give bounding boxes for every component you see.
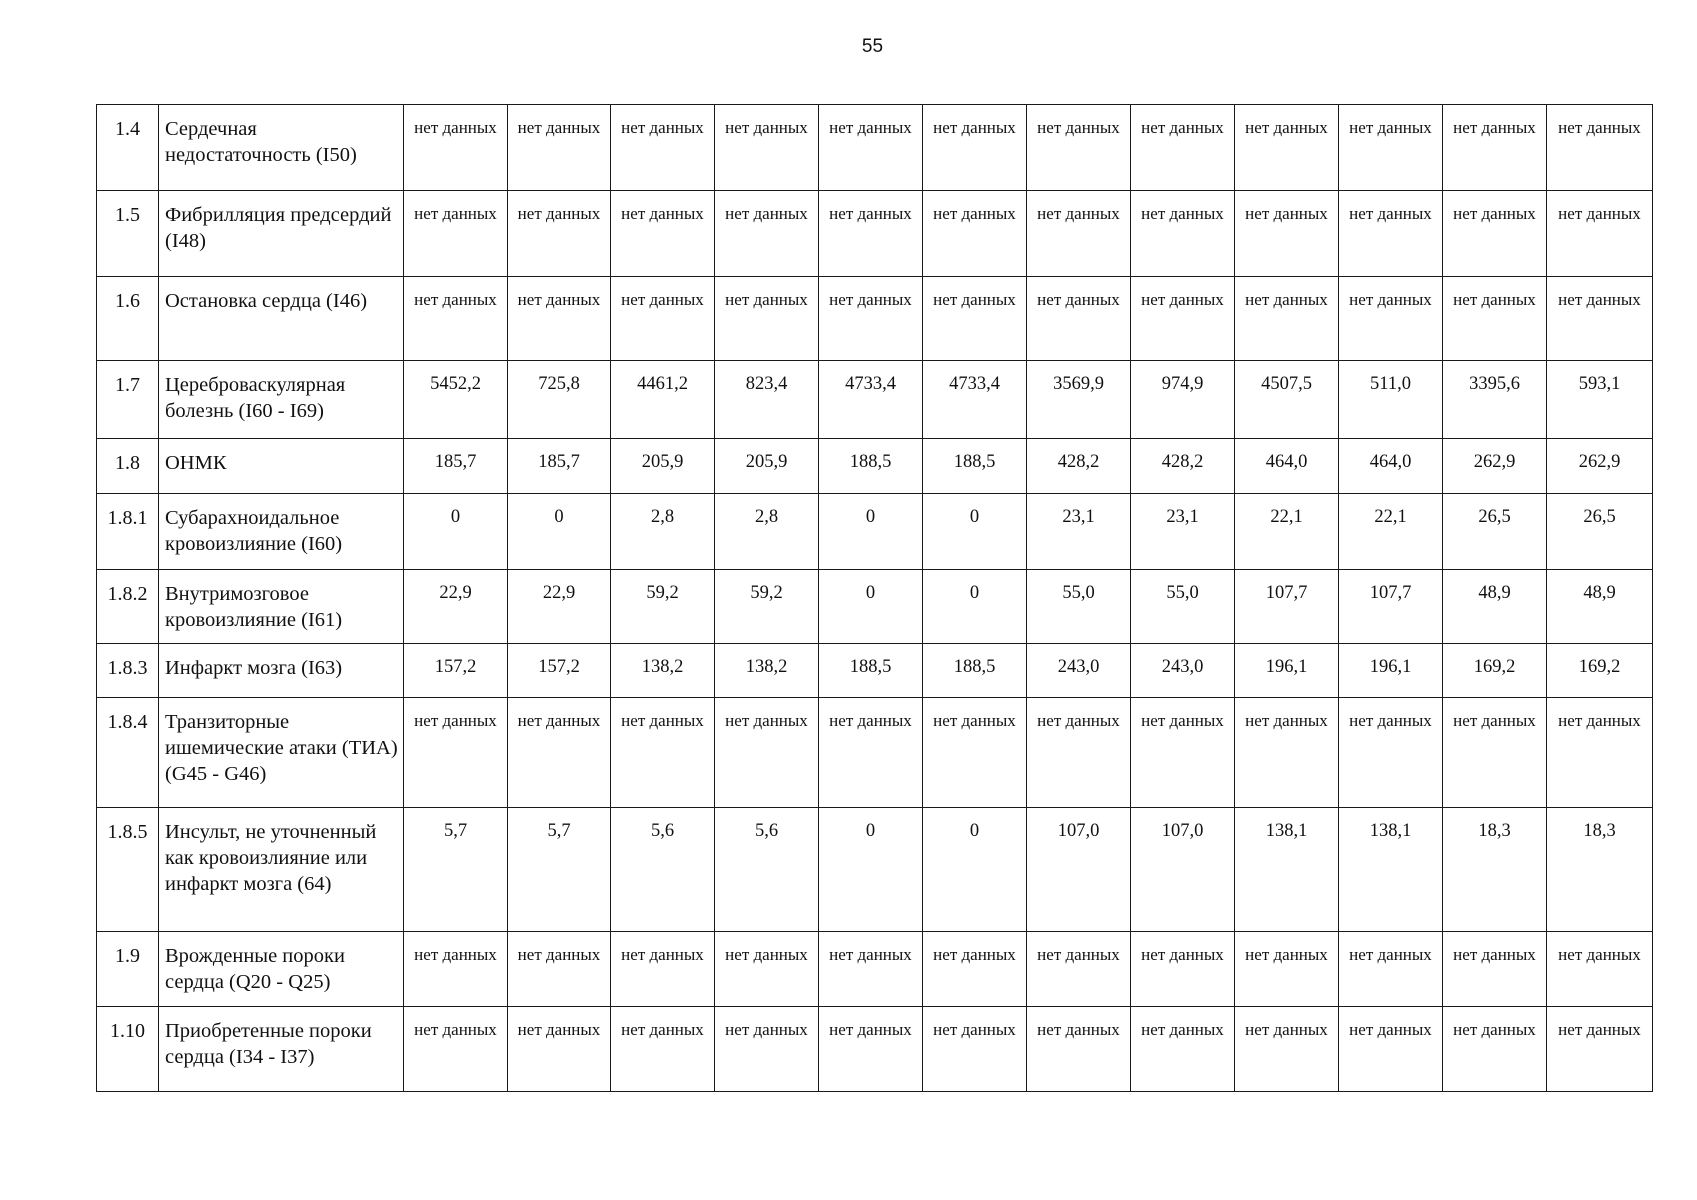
table-cell: нет данных: [715, 191, 819, 277]
table-cell: нет данных: [819, 191, 923, 277]
table-cell: нет данных: [1443, 932, 1547, 1007]
table-cell: нет данных: [715, 698, 819, 808]
table-cell: нет данных: [923, 932, 1027, 1007]
table-cell: нет данных: [819, 698, 923, 808]
table-cell: 428,2: [1027, 439, 1131, 494]
table-row: [97, 644, 1653, 698]
table-cell: нет данных: [715, 105, 819, 191]
table-cell: нет данных: [1547, 1007, 1653, 1092]
table-cell: нет данных: [715, 1007, 819, 1092]
table-cell: 3395,6: [1443, 361, 1547, 439]
row-indicator-name: Фибрилляция предсердий (I48): [159, 191, 404, 277]
table-cell: 26,5: [1547, 494, 1653, 570]
row-indicator-name: Внутримозговое кровоизлияние (I61): [159, 570, 404, 644]
table-cell: нет данных: [1131, 277, 1235, 361]
table-cell: 188,5: [923, 644, 1027, 698]
table-cell: 138,2: [715, 644, 819, 698]
table-cell: 138,1: [1235, 808, 1339, 932]
row-indicator-name: Врожденные пороки сердца (Q20 - Q25): [159, 932, 404, 1007]
table-cell: 0: [508, 494, 611, 570]
table-cell: нет данных: [819, 105, 923, 191]
table-cell: 464,0: [1235, 439, 1339, 494]
table-cell: 262,9: [1547, 439, 1653, 494]
row-number: 1.8: [97, 439, 159, 494]
table-cell: 5,6: [611, 808, 715, 932]
table-cell: 4733,4: [819, 361, 923, 439]
table-cell: нет данных: [1027, 191, 1131, 277]
table-cell: нет данных: [923, 105, 1027, 191]
table-row: [97, 698, 1653, 808]
table-cell: 22,9: [508, 570, 611, 644]
table-cell: нет данных: [404, 698, 508, 808]
table-cell: нет данных: [1235, 1007, 1339, 1092]
table-cell: 107,0: [1027, 808, 1131, 932]
row-number: 1.8.2: [97, 570, 159, 644]
table-cell: 22,1: [1339, 494, 1443, 570]
table-row: [97, 1007, 1653, 1092]
table-cell: нет данных: [1131, 932, 1235, 1007]
table-row: [97, 191, 1653, 277]
table-cell: нет данных: [611, 277, 715, 361]
table-cell: 5452,2: [404, 361, 508, 439]
table-cell: 243,0: [1027, 644, 1131, 698]
table-cell: нет данных: [1339, 277, 1443, 361]
table-cell: нет данных: [923, 277, 1027, 361]
table-cell: нет данных: [1443, 191, 1547, 277]
table-cell: нет данных: [819, 1007, 923, 1092]
row-indicator-name: Сердечная недостаточность (I50): [159, 105, 404, 191]
row-number: 1.8.4: [97, 698, 159, 808]
table-cell: 59,2: [715, 570, 819, 644]
table-cell: 511,0: [1339, 361, 1443, 439]
table-cell: нет данных: [611, 105, 715, 191]
table-cell: нет данных: [819, 277, 923, 361]
table-cell: 2,8: [611, 494, 715, 570]
row-number: 1.9: [97, 932, 159, 1007]
table-cell: нет данных: [923, 698, 1027, 808]
table-cell: нет данных: [404, 191, 508, 277]
table-cell: нет данных: [1027, 277, 1131, 361]
table-cell: нет данных: [715, 277, 819, 361]
table-cell: 0: [819, 808, 923, 932]
table-cell: нет данных: [923, 1007, 1027, 1092]
table-row: [97, 932, 1653, 1007]
table-cell: нет данных: [1339, 191, 1443, 277]
row-number: 1.7: [97, 361, 159, 439]
table-row: [97, 808, 1653, 932]
row-number: 1.6: [97, 277, 159, 361]
table-cell: нет данных: [508, 105, 611, 191]
table-cell: нет данных: [1027, 105, 1131, 191]
table-cell: нет данных: [508, 698, 611, 808]
table-cell: нет данных: [1547, 191, 1653, 277]
table-row: [97, 439, 1653, 494]
table-cell: 138,1: [1339, 808, 1443, 932]
table-cell: 196,1: [1235, 644, 1339, 698]
row-indicator-name: Остановка сердца (I46): [159, 277, 404, 361]
table-cell: нет данных: [404, 277, 508, 361]
table-cell: нет данных: [508, 932, 611, 1007]
table-cell: 23,1: [1027, 494, 1131, 570]
table-cell: 169,2: [1443, 644, 1547, 698]
table-cell: 0: [923, 808, 1027, 932]
table-cell: нет данных: [611, 698, 715, 808]
table-cell: нет данных: [1131, 105, 1235, 191]
table-cell: 196,1: [1339, 644, 1443, 698]
table-cell: нет данных: [611, 1007, 715, 1092]
data-table: [96, 104, 1653, 1092]
table-cell: 593,1: [1547, 361, 1653, 439]
table-cell: 55,0: [1131, 570, 1235, 644]
table-cell: нет данных: [1443, 277, 1547, 361]
table-cell: нет данных: [508, 191, 611, 277]
table-cell: 428,2: [1131, 439, 1235, 494]
table-cell: 262,9: [1443, 439, 1547, 494]
row-number: 1.4: [97, 105, 159, 191]
table-cell: нет данных: [923, 191, 1027, 277]
table-cell: нет данных: [1235, 105, 1339, 191]
table-cell: нет данных: [1443, 105, 1547, 191]
table-cell: 188,5: [819, 439, 923, 494]
table-cell: 188,5: [819, 644, 923, 698]
table-cell: нет данных: [819, 932, 923, 1007]
table-cell: нет данных: [1339, 1007, 1443, 1092]
row-indicator-name: Приобретенные пороки сердца (I34 - I37): [159, 1007, 404, 1092]
table-cell: 188,5: [923, 439, 1027, 494]
row-indicator-name: Транзиторные ишемические атаки (ТИА) (G45 - G46): [159, 698, 404, 808]
row-indicator-name: Субарахноидальное кровоизлияние (I60): [159, 494, 404, 570]
table-cell: 48,9: [1443, 570, 1547, 644]
table-cell: 243,0: [1131, 644, 1235, 698]
table-cell: нет данных: [404, 932, 508, 1007]
table-cell: 0: [923, 570, 1027, 644]
table-cell: 107,7: [1235, 570, 1339, 644]
table-cell: 2,8: [715, 494, 819, 570]
table-cell: нет данных: [1027, 698, 1131, 808]
row-number: 1.5: [97, 191, 159, 277]
table-cell: 0: [923, 494, 1027, 570]
table-cell: 157,2: [508, 644, 611, 698]
table-cell: 205,9: [611, 439, 715, 494]
table-row: [97, 570, 1653, 644]
table-cell: 185,7: [508, 439, 611, 494]
table-cell: 464,0: [1339, 439, 1443, 494]
row-indicator-name: ОНМК: [159, 439, 404, 494]
table-cell: 169,2: [1547, 644, 1653, 698]
table-cell: 0: [819, 570, 923, 644]
table-row: [97, 361, 1653, 439]
table-cell: нет данных: [404, 105, 508, 191]
table-cell: 5,7: [404, 808, 508, 932]
row-number: 1.8.3: [97, 644, 159, 698]
row-number: 1.8.5: [97, 808, 159, 932]
table-cell: нет данных: [1339, 105, 1443, 191]
table-cell: нет данных: [1235, 191, 1339, 277]
table-cell: нет данных: [1547, 932, 1653, 1007]
table-cell: 26,5: [1443, 494, 1547, 570]
table-row: [97, 494, 1653, 570]
table-cell: 23,1: [1131, 494, 1235, 570]
table-cell: нет данных: [1235, 277, 1339, 361]
table-row: [97, 105, 1653, 191]
table-cell: нет данных: [1547, 698, 1653, 808]
table-cell: нет данных: [1027, 1007, 1131, 1092]
table-cell: 0: [404, 494, 508, 570]
row-indicator-name: Инсульт, не уточненный как кровоизлияние или инфаркт мозга (64): [159, 808, 404, 932]
table-cell: 107,7: [1339, 570, 1443, 644]
table-cell: 205,9: [715, 439, 819, 494]
table-cell: нет данных: [1235, 932, 1339, 1007]
table-cell: нет данных: [1131, 698, 1235, 808]
table-cell: 107,0: [1131, 808, 1235, 932]
table-cell: нет данных: [1131, 1007, 1235, 1092]
table-cell: нет данных: [1443, 698, 1547, 808]
table-cell: нет данных: [404, 1007, 508, 1092]
table-cell: нет данных: [508, 1007, 611, 1092]
page-number: 55: [861, 36, 884, 57]
table-cell: нет данных: [611, 932, 715, 1007]
table-cell: нет данных: [611, 191, 715, 277]
row-indicator-name: Цереброваскулярная болезнь (I60 - I69): [159, 361, 404, 439]
row-indicator-name: Инфаркт мозга (I63): [159, 644, 404, 698]
table-cell: 55,0: [1027, 570, 1131, 644]
table-cell: нет данных: [1339, 932, 1443, 1007]
table-cell: нет данных: [1443, 1007, 1547, 1092]
table-cell: нет данных: [1547, 277, 1653, 361]
table-cell: 0: [819, 494, 923, 570]
table-cell: нет данных: [1027, 932, 1131, 1007]
table-cell: 4733,4: [923, 361, 1027, 439]
table-cell: 138,2: [611, 644, 715, 698]
table-cell: нет данных: [1547, 105, 1653, 191]
table-cell: 18,3: [1547, 808, 1653, 932]
table-cell: 22,1: [1235, 494, 1339, 570]
table-cell: 48,9: [1547, 570, 1653, 644]
table-cell: нет данных: [1235, 698, 1339, 808]
row-number: 1.8.1: [97, 494, 159, 570]
table-cell: 5,6: [715, 808, 819, 932]
table-cell: 4507,5: [1235, 361, 1339, 439]
table-cell: 3569,9: [1027, 361, 1131, 439]
table-cell: 5,7: [508, 808, 611, 932]
table-cell: 59,2: [611, 570, 715, 644]
table-cell: 823,4: [715, 361, 819, 439]
table-row: [97, 277, 1653, 361]
table-cell: нет данных: [1131, 191, 1235, 277]
table-cell: 157,2: [404, 644, 508, 698]
table-cell: 974,9: [1131, 361, 1235, 439]
table-cell: 22,9: [404, 570, 508, 644]
table-cell: нет данных: [508, 277, 611, 361]
table-cell: 4461,2: [611, 361, 715, 439]
table-cell: 185,7: [404, 439, 508, 494]
row-number: 1.10: [97, 1007, 159, 1092]
table-cell: 18,3: [1443, 808, 1547, 932]
table-cell: нет данных: [1339, 698, 1443, 808]
table-cell: 725,8: [508, 361, 611, 439]
table-cell: нет данных: [715, 932, 819, 1007]
